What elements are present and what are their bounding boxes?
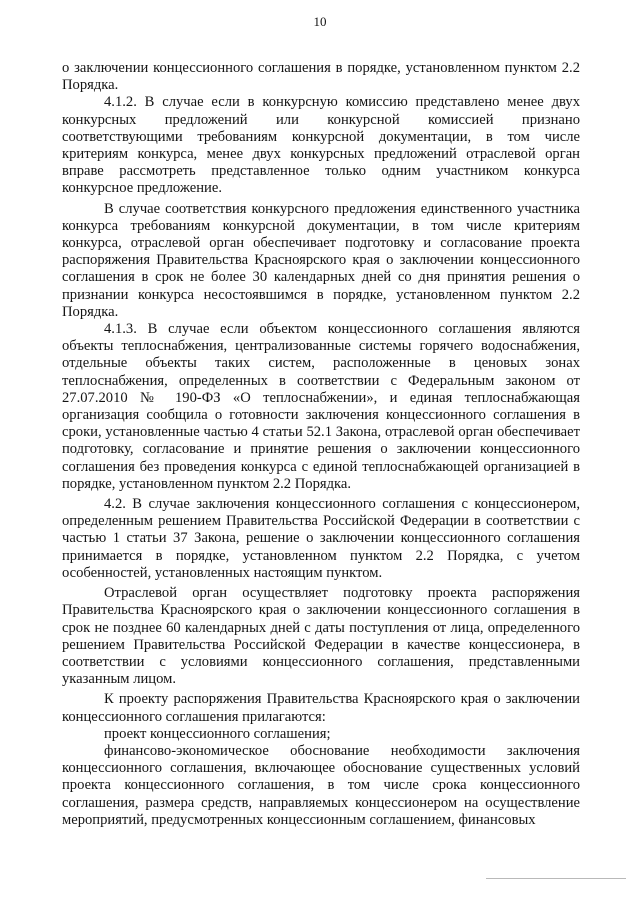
page-number: 10 bbox=[313, 14, 327, 29]
paragraph-4-1-2: 4.1.2. В случае если в конкурсную комиссию представлено менее двух конкурсных предложений или конкурсной комиссией признано соответствующими требованиям конкурсной документации, в том числе критериям конкурса, менее двух конкурсных предложений отраслевой орган вправе рассмотреть представленное только одним участником конкурса конкурсное предложение. bbox=[62, 94, 580, 197]
list-item-financial-justification: финансово-экономическое обоснование необходимости заключения концессионного соглашения, включающее обоснование существенных условий проекта концессионного соглашения, в том числе срока концессионного соглашения, размера средств, направляемых концессионером на осуществление мероприятий, предусмотренных концессионным соглашением, финансовых bbox=[62, 742, 580, 828]
document-body bbox=[62, 60, 580, 829]
scan-artifact-line bbox=[486, 878, 626, 879]
paragraph-continuation: о заключении концессионного соглашения в порядке, установленном пунктом 2.2 Порядка. bbox=[62, 60, 580, 94]
list-item-draft-agreement: проект концессионного соглашения; bbox=[104, 725, 331, 742]
paragraph-attachments-intro: К проекту распоряжения Правительства Красноярского края о заключении концессионного соглашения прилагаются: bbox=[62, 691, 580, 725]
paragraph-single-participant: В случае соответствия конкурсного предложения единственного участника конкурса требованиям конкурсной документации, в том числе критериям конкурса, отраслевой орган обеспечивает подготовку и согласование проекта распоряжения Правительства Красноярского края о заключении концессионного соглашения в срок не более 30 календарных дней со дня принятия решения о признании конкурса несостоявшимся в порядке, установленном пунктом 2.2 Порядка. bbox=[62, 200, 580, 320]
paragraph-4-2: 4.2. В случае заключения концессионного соглашения с концессионером, определенным решением Правительства Российской Федерации в соответствии с частью 1 статьи 37 Закона, решение о заключении концессионного соглашения принимается в порядке, установленном пунктом 2.2 Порядка, с учетом особенностей, установленных настоящим пунктом. bbox=[62, 496, 580, 581]
paragraph-4-1-3: 4.1.3. В случае если объектом концессионного соглашения являются объекты теплоснабжения, централизованные системы горячего водоснабжения, отдельные объекты таких систем, расположенные в ценовых зонах теплоснабжения, определенных в соответствии с Федеральным законом от 27.07.2010 № 190-ФЗ «О теплоснабжении», и единая теплоснабжающая организация сообщила о готовности заключения концессионного соглашения в сроки, установленные частью 4 статьи 52.1 Закона, отраслевой орган обеспечивает подготовку, согласование и принятие решения о заключении концессионного соглашения без проведения конкурса с единой теплоснабжающей организацией в порядке, установленном пунктом 2.2 Порядка. bbox=[62, 321, 580, 492]
paragraph-preparation: Отраслевой орган осуществляет подготовку проекта распоряжения Правительства Красноярского края о заключении концессионного соглашения в срок не позднее 60 календарных дней с даты поступления от лица, определенного решением Правительства Российской Федерации в качестве концессионера, в соответствии с условиями концессионного соглашения, представленными указанным лицом. bbox=[62, 585, 580, 688]
